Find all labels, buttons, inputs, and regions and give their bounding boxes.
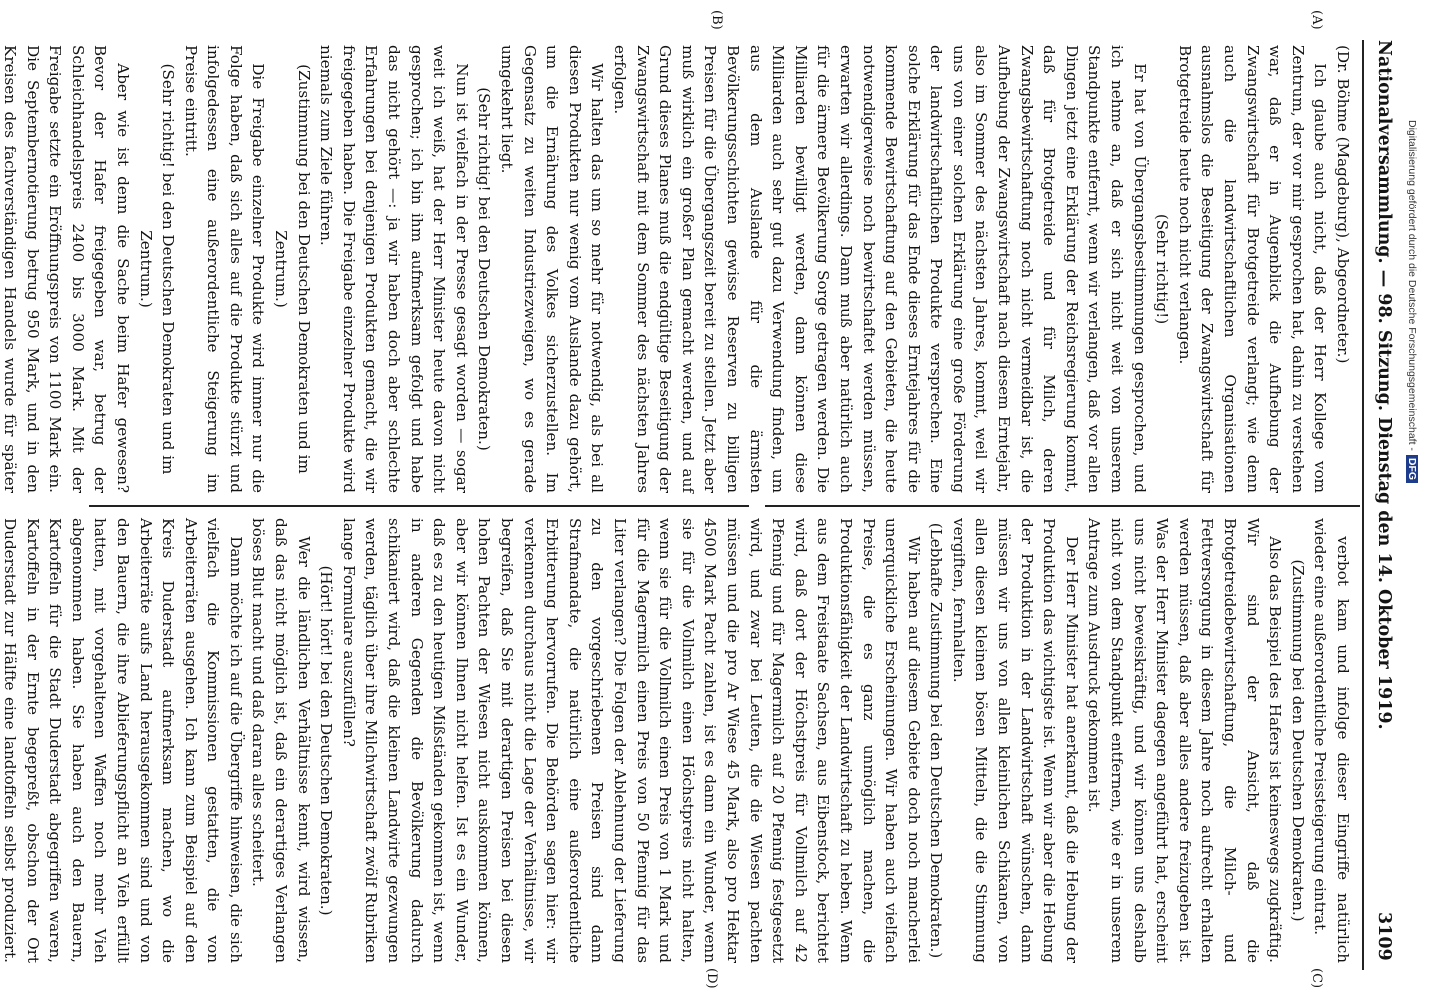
paragraph: (Hört! hört! bei den Deutschen Demokraten.) — [317, 565, 336, 916]
credit-sidebar — [1396, 0, 1434, 1000]
column-divider-top — [765, 505, 1360, 507]
left-column — [0, 45, 1354, 493]
paragraph: (Sehr richtig!) — [1153, 213, 1172, 325]
margin-letter-c: (C) — [1309, 968, 1324, 989]
credit-line — [1406, 120, 1418, 483]
paragraph: Dann möchte ich auf die Übergriffe hinweisen, die sich vielfach die Kommissionen gestatten, die von Arbeiterräten ausgehen. Ich kann zum Beispiel auf den Kreis Duderstadt aufmerksam machen, wo die Arbeiterräte aufs Land herausgekommen sind und von den Bauern, die ihre Ablieferungspflicht an Vieh erfüllt hatten, mit vorgehaltenen Waffen noch mehr Vieh abgenommen haben. Sie haben auch den Bauern, Kartoffeln für die Stadt Duderstadt abgegriffen waren, Kartoffeln in der Ernte begepreßt, obschon der Ort Duderstadt zur Hälfte eine landtoffeln selbst produziert. — [0, 518, 245, 963]
credit-text: Digitalisierung gefördert durch die Deutsche Forschungsgemeinschaft - — [1406, 120, 1418, 451]
paragraph: Aber wie ist denn die Sache beim Hafer gewesen? Bevor der Hafer freigegeben war, betrug der Schleichhandelspreis 2400 bis 3000 Mark. Mit der Freigabe setzte ein Eröffnungspreis von 1100 Mark ein. Die Septembernotierung betrug 950 Mark, und in den Kreisen des fachverständigen Handels wurde für später — [0, 45, 132, 493]
paragraph: Wir haben auf diesem Gebiete doch noch mancherlei unerquickliche Erscheinungen. Wir haben auch vielfach Preise, die es ganz unmöglich machen, die Produktionsfähigkeit der Landwirtschaft zu heben. Wenn aus dem Freistaate Sachsen, aus Eibenstock, berichtet wird, daß dort der Höchstpreis für Vollmilch auf 42 Pfennig und für Magermilch auf 20 Pfennig festgesetzt wird, und zwar bei Leuten, die die Wiesen pachten müssen und die pro Ar Wiese 45 Mark, also pro Hektar 4500 Mark Pacht zahlen, ist es dann ein Wunder, wenn sie für die Vollmilch einen Höchstpreis nicht halten, wenn sie für die Vollmilch einen Preis von 1 Mark und für die Magermilch einen Preis von 50 Pfennig für das Liter verlangen? Die Folgen der Ablehnung der Lieferung zu den vorgeschriebenen Preisen sind dann Strafmandate, die natürlich eine außerordentliche Erbitterung hervorrufen. Die Behörden sagen hier: wir verkennen durchaus nicht die Lage der Verhältnisse, wir begreifen, daß Sie mit derartigen Preisen bei diesen hohen Pachten der Wiesen nicht auskommen können, aber wir können Ihnen nicht helfen. Ist es ein Wunder, daß es zu den heutigen Mißständen gekommen ist, wenn in anderen Gegenden die Bevölkerung dadurch schikaniert wird, daß die kleinen Landwirte gezwungen werden, täglich über ihre Milchwirtschaft zwölf Rubriken lange Formulare auszufüllen? — [339, 518, 923, 963]
paragraph: (Zustimmung bei den Deutschen Demokraten und im Zentrum.) — [272, 64, 313, 474]
margin-letter-b: (B) — [709, 10, 724, 30]
paragraph: Also das Beispiel des Hafers ist keineswegs zugkräftig. Wir sind der Ansicht, daß die Brotgetreidebewirtschaftung, die Milch- und Fettversorgung in diesem Jahre noch aufrecht erhalten werden müssen, daß aber alles andere freizugeben ist. Was der Herr Minister dagegen angeführt hat, erscheint uns nicht beweiskräftig, und wir können uns deshalb nicht von dem Standpunkt entfernen, wie er in unserem Antrage zum Ausdruck gekommen ist. — [1085, 518, 1285, 963]
speaker-line: (Dr. Böhme (Magdeburg), Abgeordneter.) — [1334, 45, 1352, 364]
running-header: Nationalversammlung. — 98. Sitzung. Dienstag den 14. Oktober 1919. — [1374, 40, 1394, 730]
dfg-logo: DFG — [1406, 455, 1418, 483]
paragraph: verbot kam und infolge dieser Eingriffe natürlich wieder eine außerordentliche Preissteigerung eintrat. — [1311, 518, 1352, 963]
paragraph: Wer die ländlichen Verhältnisse kennt, wird wissen, daß das nicht möglich ist, daß ein derartiges Verlangen böses Blut macht und daß daran alles scheitert. — [249, 518, 313, 963]
paragraph: Ich glaube auch nicht, daß der Herr Kollege vom Zentrum, der vor mir gesprochen hat, dahin zu verstehen war, daß er in Augenblick die Aufhebung der Zwangswirtschaft für Brotgetreide verlangt; wie denn auch die landwirtschaftlichen Organisationen ausnahmslos die Beseitigung der Zwangswirtschaft für Brotgetreide heute noch nicht verlangen. — [1175, 45, 1330, 493]
paragraph: Der Herr Minister hat anerkannt, daß die Hebung der Produktion das wichtigste ist. Wenn wir aber die Hebung der Produktion in der Landwirtschaft wünschen, dann müssen wir uns von allen kleinlichen Schikanen, von allen diesen kleinen bösen Mitteln, die die Stimmung vergiften, fernhalten. — [949, 518, 1081, 963]
margin-letter-a: (A) — [1309, 10, 1324, 30]
header-rule — [1362, 40, 1364, 970]
paragraph: Er hat von Übergangsbestimmungen gesprochen, und ich nehme an, daß er sich nicht weit von unserem Standpunkte entfernt, wenn wir verlangen, daß vor allen Dingen jetzt eine Erklärung der Reichsregierung kommt, daß für Brotgetreide und für Milch, deren Zwangsbewirtschaftung noch nicht vermeidbar ist, die Aufhebung der Zwangswirtschaft nach diesem Erntejahr, also im Sommer des nächsten Jahres, kommt, weil wir uns von einer solchen Erklärung eine große Förderung der landwirtschaftlichen Produkte versprechen. Eine solche Erklärung für das Ende dieses Erntejahres für die kommende Bewirtschaftung auf den Gebieten, die heute notwendigerweise noch bewirtschaftet werden müssen, erwarten wir allerdings. Dann muß aber natürlich auch für die ärmere Bevölkerung Sorge getragen werden. Die Milliarden bewilligt werden, dann können diese Milliarden auch sehr gut dazu Verwendung finden, um aus dem Auslande für die ärmsten Bevölkerungsschichten gewisse Reserven zu billigen Preisen für die Übergangszeit bereit zu stellen. Jetzt aber muß wirklich ein großer Plan gemacht werden, und auf Grund dieses Planes muß die endgültige Beseitigung der Zwangswirtschaft mit dem Sommer des nächsten Jahres erfolgen. — [611, 45, 1149, 493]
paragraph: (Lebhafte Zustimmung bei den Deutschen Demokraten.) — [927, 522, 946, 959]
paragraph: (Zustimmung bei den Deutschen Demokraten.) — [1288, 559, 1307, 922]
column-divider-bottom — [89, 505, 749, 507]
margin-letter-d: (D) — [704, 968, 719, 989]
right-column — [0, 518, 1354, 963]
paragraph: (Sehr richtig! bei den Deutschen Demokraten und im Zentrum.) — [136, 63, 178, 475]
page-number: 3109 — [1374, 912, 1394, 961]
paragraph: Die Freigabe einzelner Produkte wird immer nur die Folge haben, daß sich alles auf die Produkte stürzt und infolgedessen eine außerordentliche Steigerung im Preise eintritt. — [181, 45, 268, 493]
paragraph: (Sehr richtig! bei den Deutschen Demokraten.) — [475, 87, 494, 451]
paragraph: Wir halten das um so mehr für notwendig, als bei all diesen Produkten nur wenig vom Auslande dazu gehört, um die Ernährung des Volkes sicherzustellen. Im Gegensatz zu weiten Industriezweigen, wo es gerade umgekehrt liegt. — [498, 45, 607, 493]
paragraph: Nun ist vielfach in der Presse gesagt worden — sogar weit ich weiß, hat der Herr Minister heute davon nicht gesprochen; ich bin ihm aufmerksam gefolgt und habe das nicht gehört —: ja wir haben doch aber schlechte Erfahrungen bei denjenigen Produkten gemacht, die wir freigegeben haben. Die Freigabe einzelner Produkte wird niemals zum Ziele führen. — [317, 45, 471, 493]
